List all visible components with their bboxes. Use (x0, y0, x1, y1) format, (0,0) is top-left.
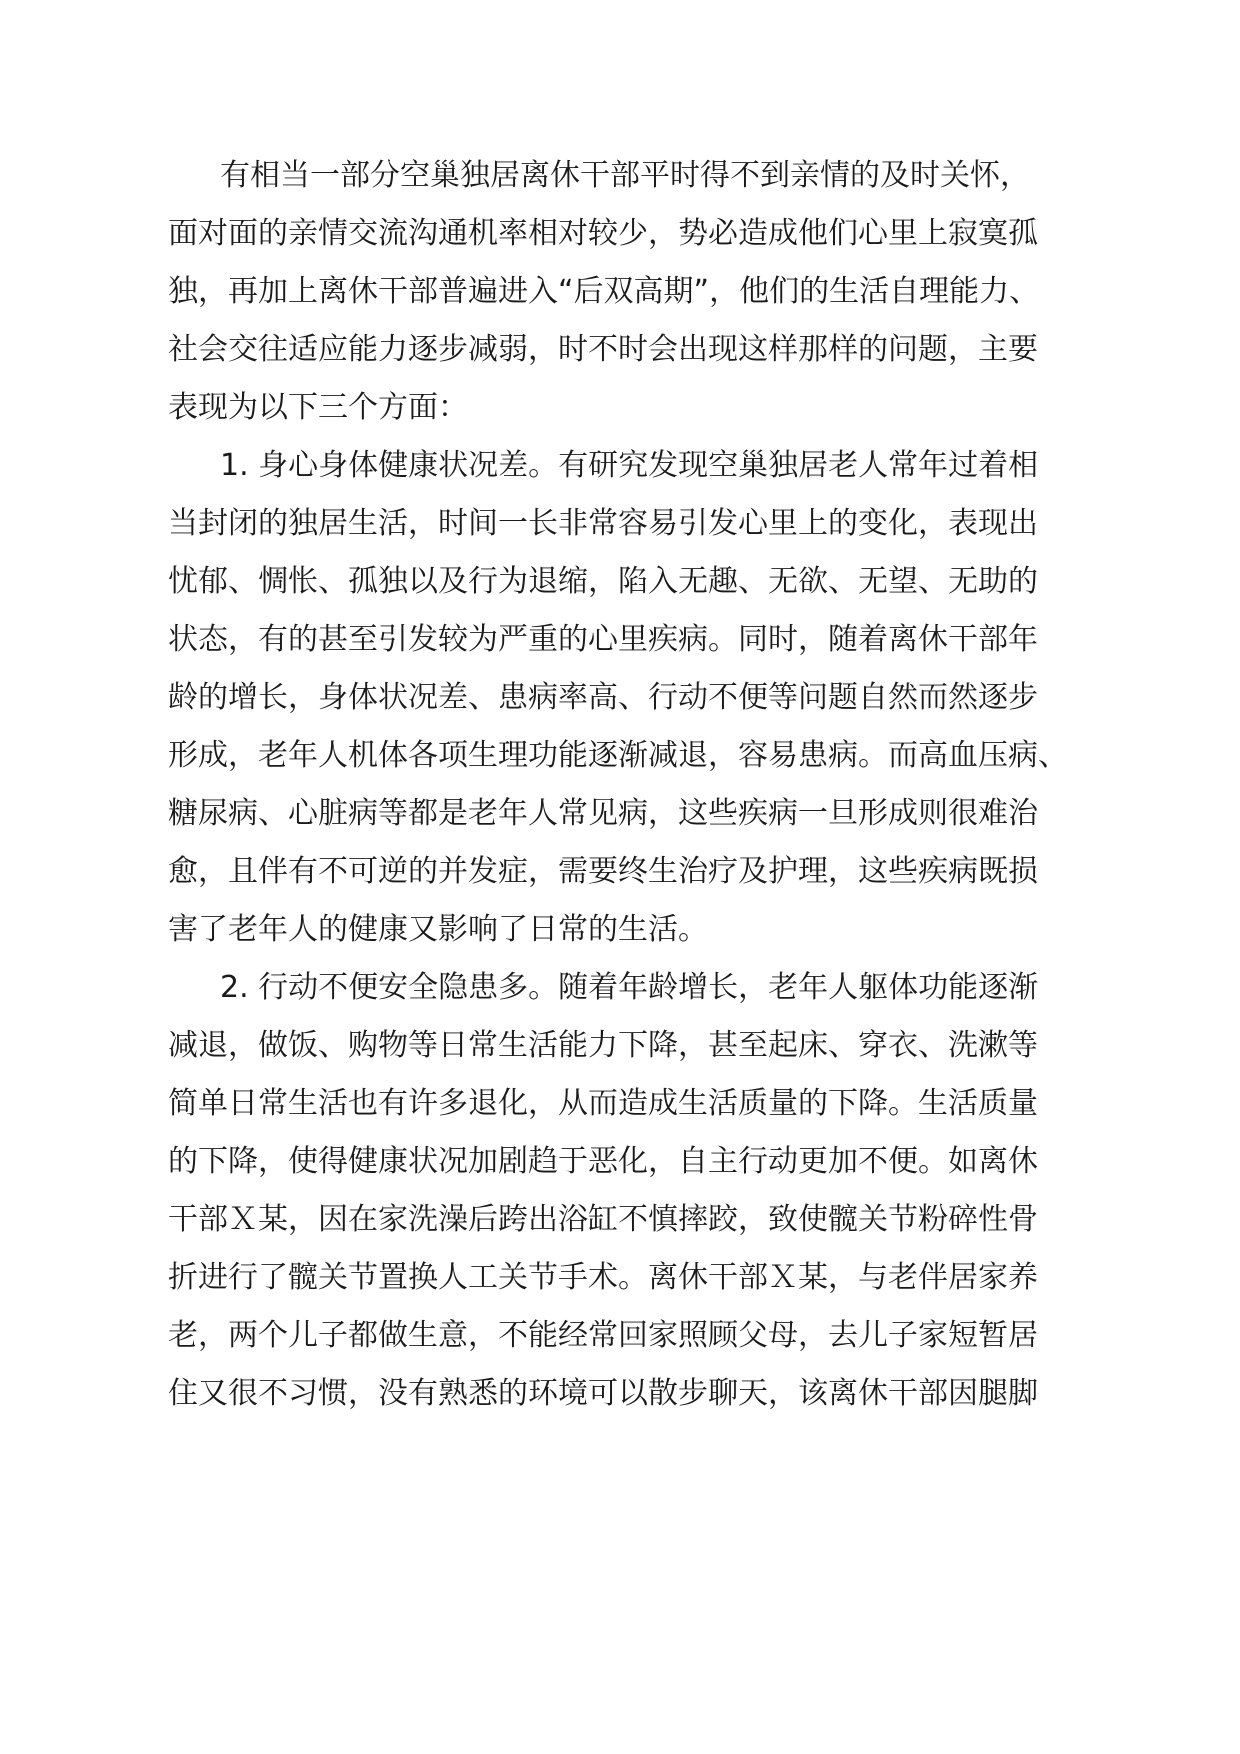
text-line: 忧郁、惆怅、孤独以及行为退缩，陷入无趣、无欲、无望、无助的 (168, 564, 1038, 599)
text-line: 状态，有的甚至引发较为严重的心里疾病。同时，随着离休干部年 (168, 622, 1038, 657)
text-line: 当封闭的独居生活，时间一长非常容易引发心里上的变化，表现出 (168, 506, 1038, 541)
text-line: 2. 行动不便安全隐患多。随着年龄增长，老年人躯体功能逐渐 (220, 970, 1039, 1005)
text-line: 1. 身心身体健康状况差。有研究发现空巢独居老人常年过着相 (220, 448, 1039, 483)
text-line: 形成，老年人机体各项生理功能逐渐减退，容易患病。而高血压病、 (168, 738, 1068, 773)
text-line: 愈，且伴有不可逆的并发症，需要终生治疗及护理，这些疾病既损 (168, 854, 1038, 889)
text-line: 有相当一部分空巢独居离休干部平时得不到亲情的及时关怀， (220, 158, 1030, 193)
text-line: 独，再加上离休干部普遍进入“后双高期”，他们的生活自理能力、 (168, 274, 1040, 309)
text-line: 面对面的亲情交流沟通机率相对较少，势必造成他们心里上寂寞孤 (168, 216, 1038, 251)
text-line: 表现为以下三个方面： (168, 390, 468, 425)
text-line: 老，两个儿子都做生意，不能经常回家照顾父母，去儿子家短暂居 (168, 1318, 1038, 1353)
text-line: 的下降，使得健康状况加剧趋于恶化，自主行动更加不便。如离休 (168, 1144, 1038, 1179)
text-line: 折进行了髋关节置换人工关节手术。离休干部Ｘ某，与老伴居家养 (168, 1260, 1038, 1295)
text-line: 害了老年人的健康又影响了日常的生活。 (168, 912, 708, 947)
text-line: 糖尿病、心脏病等都是老年人常见病，这些疾病一旦形成则很难治 (168, 796, 1038, 831)
text-line: 简单日常生活也有许多退化，从而造成生活质量的下降。生活质量 (168, 1086, 1038, 1121)
text-line: 社会交往适应能力逐步减弱，时不时会出现这样那样的问题，主要 (168, 332, 1038, 367)
text-line: 干部Ｘ某，因在家洗澡后跨出浴缸不慎摔跤，致使髋关节粉碎性骨 (168, 1202, 1038, 1237)
text-line: 减退，做饭、购物等日常生活能力下降，甚至起床、穿衣、洗漱等 (168, 1028, 1038, 1063)
text-line: 龄的增长，身体状况差、患病率高、行动不便等问题自然而然逐步 (168, 680, 1038, 715)
text-line: 住又很不习惯，没有熟悉的环境可以散步聊天，该离休干部因腿脚 (168, 1376, 1038, 1411)
